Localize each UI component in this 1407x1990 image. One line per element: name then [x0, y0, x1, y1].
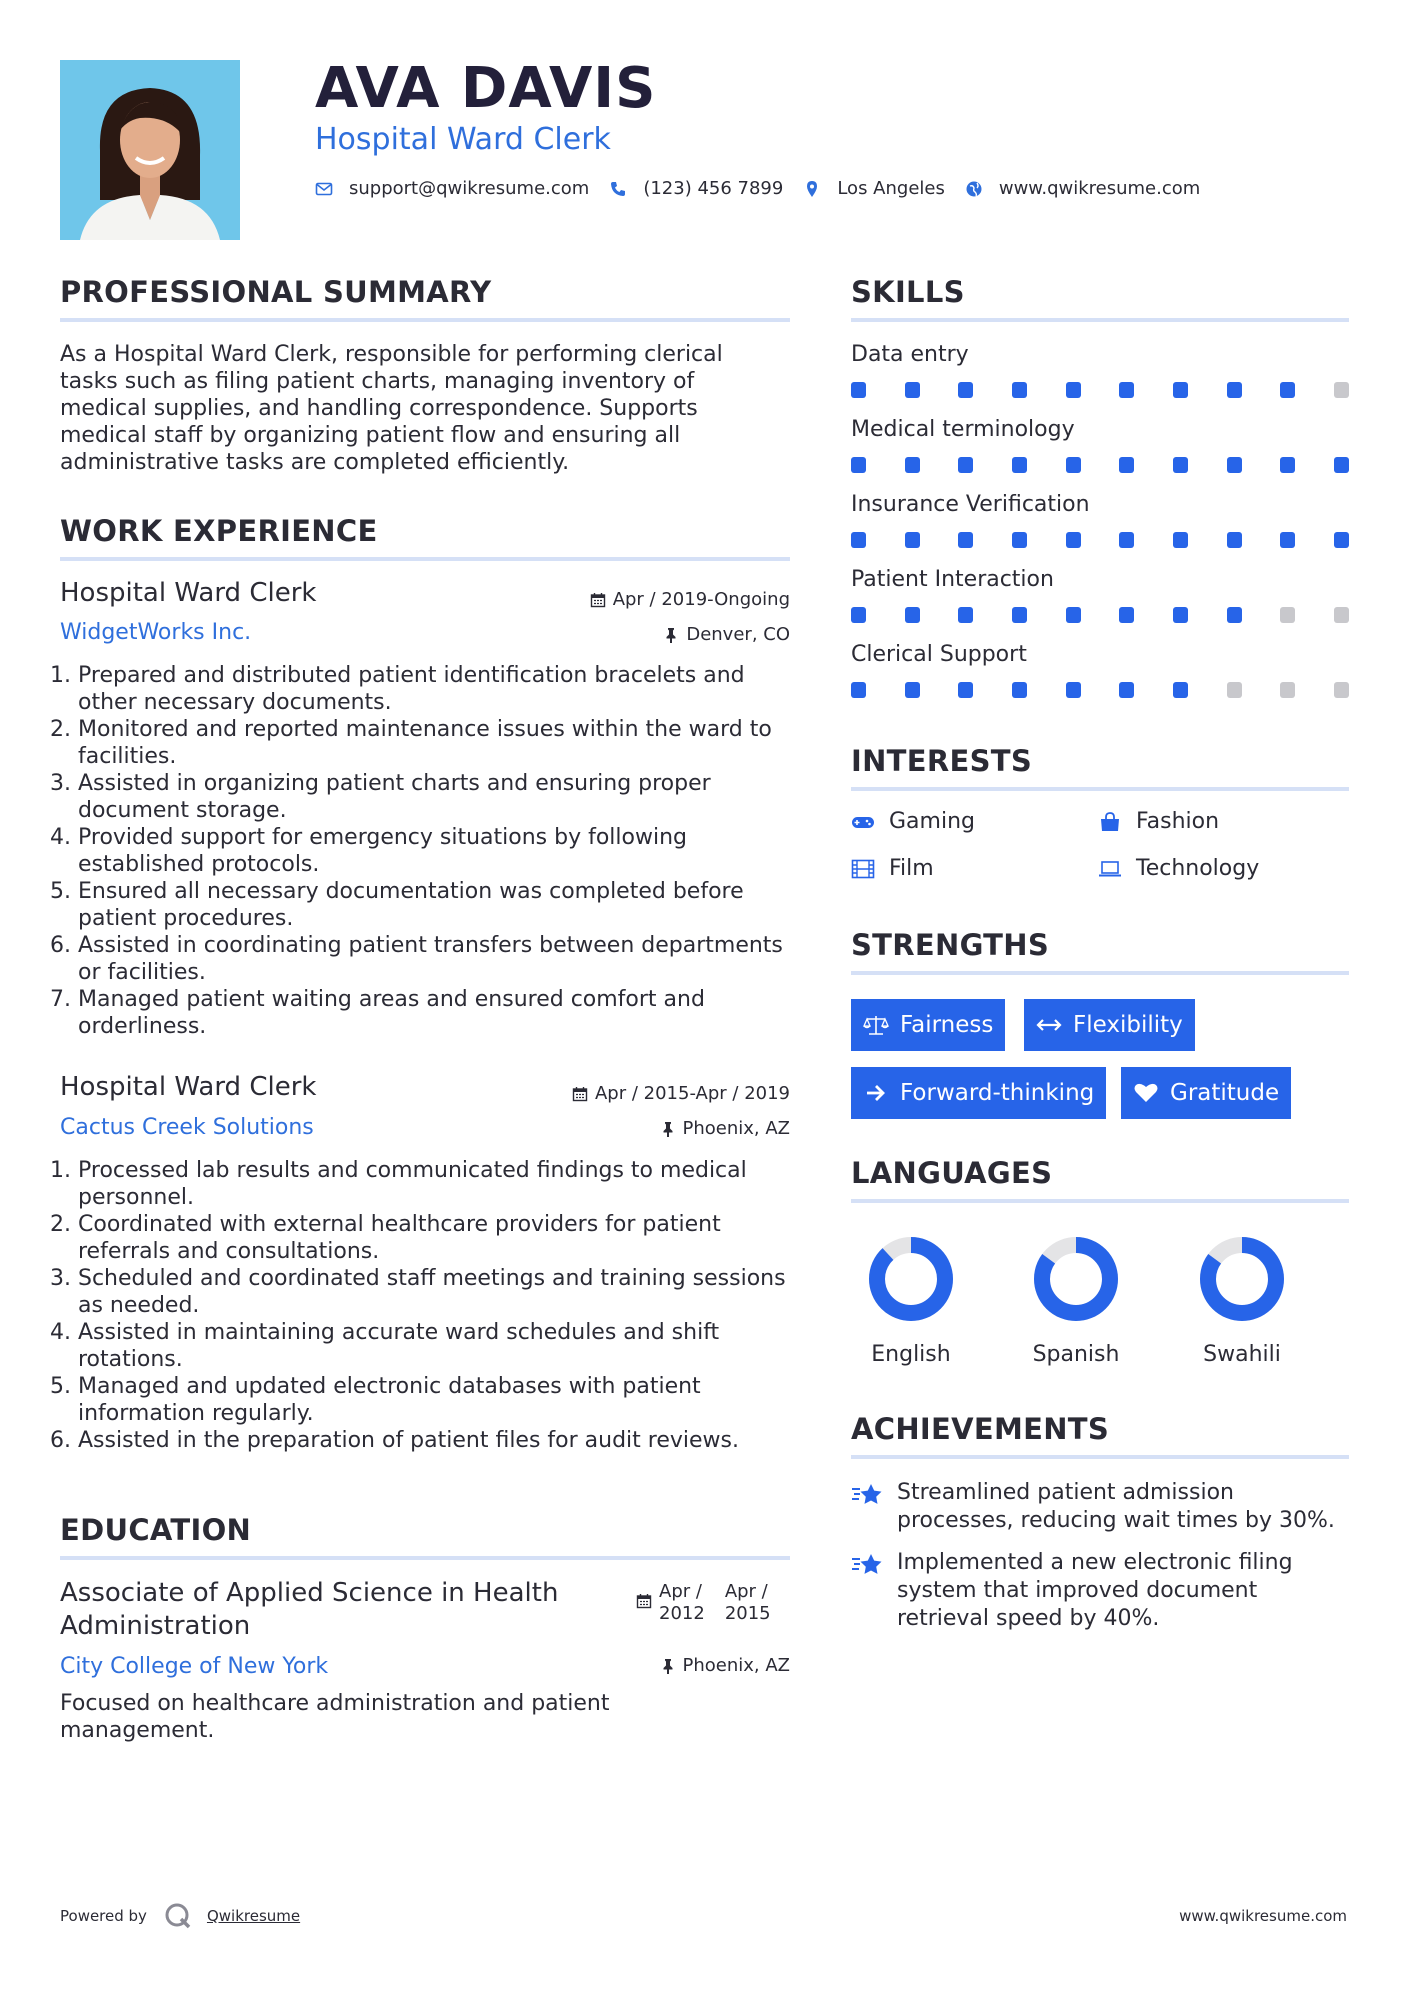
job-responsibilities: [60, 1157, 795, 1454]
list-item: 5. Managed and updated electronic databases with patient information regularly.: [78, 1373, 795, 1427]
laptop-icon: [1098, 859, 1122, 879]
list-item: 6. Assisted in coordinating patient transfers between departments or facilities.: [78, 932, 795, 986]
job-location: [663, 624, 790, 645]
summary-divider: [60, 318, 790, 322]
skill-dot: [1012, 457, 1027, 473]
skill-dot: [905, 682, 920, 698]
skill-name: Medical terminology: [851, 417, 1075, 442]
skill-dot: [1173, 682, 1188, 698]
powered-by-text: Powered by: [60, 1907, 147, 1925]
skill-dot: [1280, 532, 1295, 548]
phone-text: (123) 456 7899: [643, 178, 784, 199]
heart-icon: [1133, 1082, 1159, 1104]
pushpin-icon: [660, 1121, 676, 1137]
experience-divider: [60, 557, 790, 561]
globe-icon: [965, 180, 983, 198]
experience-heading: WORK EXPERIENCE: [60, 514, 378, 548]
skill-dot: [1334, 382, 1349, 398]
skill-dot: [1334, 532, 1349, 548]
skill-rating: [851, 682, 1349, 698]
skill-dot: [1119, 682, 1134, 698]
skill-dot: [1173, 532, 1188, 548]
achievement-item: [851, 1479, 1351, 1535]
list-item: 3. Assisted in organizing patient charts and ensuring proper document storage.: [78, 770, 795, 824]
education-end-year: 2015: [724, 1603, 771, 1624]
pushpin-icon: [663, 627, 679, 643]
qwikresume-logo-icon: [163, 1901, 193, 1931]
candidate-title: Hospital Ward Clerk: [315, 122, 611, 157]
list-item: 2. Coordinated with external healthcare providers for patient referrals and consultations.: [78, 1211, 795, 1265]
phone-icon: [609, 180, 627, 198]
interest-item: [1098, 809, 1219, 834]
skill-dot: [1227, 457, 1242, 473]
film-icon: [851, 859, 875, 879]
education-divider: [60, 1556, 790, 1560]
interests-heading: INTERESTS: [851, 744, 1033, 778]
company-name: WidgetWorks Inc.: [60, 620, 252, 645]
skill-dot: [851, 382, 866, 398]
skill-rating: [851, 457, 1349, 473]
interest-item: [851, 809, 975, 834]
interest-label: Film: [889, 856, 934, 881]
calendar-icon: [590, 592, 606, 608]
language-name: English: [871, 1342, 951, 1367]
education-start-month: Apr /: [659, 1581, 702, 1602]
skill-dot: [1066, 607, 1081, 623]
skill-dot: [1066, 682, 1081, 698]
contact-phone[interactable]: [609, 178, 783, 199]
skill-dot: [905, 382, 920, 398]
strength-label: Fairness: [900, 1012, 994, 1038]
strength-label: Forward-thinking: [900, 1080, 1095, 1106]
skill-dot: [1066, 532, 1081, 548]
skill-dot: [1012, 607, 1027, 623]
skill-dot: [851, 682, 866, 698]
interest-item: [851, 856, 934, 881]
skill-dot: [1280, 682, 1295, 698]
job-title: Hospital Ward Clerk: [60, 1072, 317, 1102]
brand-link[interactable]: Qwikresume: [206, 1907, 301, 1925]
skill-dot: [851, 457, 866, 473]
star-award-icon: [851, 1551, 883, 1581]
job-dates-text: Apr / 2015-Apr / 2019: [594, 1083, 790, 1104]
list-item: 4. Assisted in maintaining accurate ward schedules and shift rotations.: [78, 1319, 795, 1373]
job-dates-text: Apr / 2019-Ongoing: [612, 589, 790, 610]
education-dates: [636, 1581, 771, 1625]
interest-item: [1098, 856, 1259, 881]
contact-email[interactable]: [315, 178, 589, 199]
star-award-icon: [851, 1481, 883, 1511]
footer-powered-by: [60, 1901, 300, 1931]
skill-dot: [1012, 532, 1027, 548]
interest-label: Gaming: [889, 809, 975, 834]
language-item: [1172, 1234, 1312, 1367]
job-location: [660, 1118, 791, 1139]
achievements-heading: ACHIEVEMENTS: [851, 1412, 1110, 1446]
skill-dot: [1227, 607, 1242, 623]
language-ring: [866, 1234, 956, 1324]
list-item: 1. Processed lab results and communicated findings to medical personnel.: [78, 1157, 795, 1211]
languages-divider: [851, 1199, 1349, 1203]
skill-name: Insurance Verification: [851, 492, 1090, 517]
strength-tag: [1121, 1067, 1291, 1119]
skill-dot: [1334, 682, 1349, 698]
language-name: Spanish: [1032, 1342, 1120, 1367]
skill-dot: [1334, 457, 1349, 473]
list-item: 4. Provided support for emergency situations by following established protocols.: [78, 824, 795, 878]
strength-tag: [851, 1067, 1106, 1119]
education-start-year: 2012: [659, 1603, 705, 1624]
job-responsibilities: [60, 662, 795, 1040]
skill-rating: [851, 382, 1349, 398]
education-description: Focused on healthcare administration and patient management.: [60, 1691, 610, 1743]
skill-dot: [1280, 607, 1295, 623]
language-name: Swahili: [1203, 1342, 1281, 1367]
skill-dot: [1280, 382, 1295, 398]
skill-rating: [851, 607, 1349, 623]
skill-name: Data entry: [851, 342, 969, 367]
website-text: www.qwikresume.com: [998, 178, 1201, 199]
job-location-text: Phoenix, AZ: [682, 1118, 790, 1139]
list-item: 3. Scheduled and coordinated staff meetings and training sessions as needed.: [78, 1265, 795, 1319]
profile-photo: [60, 60, 240, 240]
language-item: [841, 1234, 981, 1367]
education-heading: EDUCATION: [60, 1513, 252, 1547]
skill-dot: [958, 532, 973, 548]
summary-heading: PROFESSIONAL SUMMARY: [60, 275, 492, 309]
shopping-bag-icon: [1098, 812, 1122, 832]
skill-dot: [851, 532, 866, 548]
achievement-text: Streamlined patient admission processes, reducing wait times by 30%.: [897, 1480, 1335, 1533]
calendar-icon: [572, 1086, 588, 1102]
strength-label: Flexibility: [1073, 1012, 1183, 1038]
skill-name: Patient Interaction: [851, 567, 1054, 592]
pushpin-icon: [660, 1658, 676, 1674]
achievements-divider: [851, 1455, 1349, 1459]
skill-dot: [958, 382, 973, 398]
skill-dot: [1334, 607, 1349, 623]
contact-bar: [315, 178, 1220, 199]
skill-dot: [1066, 382, 1081, 398]
skill-dot: [1227, 382, 1242, 398]
list-item: 2. Monitored and reported maintenance issues within the ward to facilities.: [78, 716, 795, 770]
job-location-text: Denver, CO: [686, 624, 790, 645]
education-location-text: Phoenix, AZ: [682, 1655, 790, 1676]
skill-name: Clerical Support: [851, 642, 1027, 667]
languages-heading: LANGUAGES: [851, 1156, 1053, 1190]
job-dates: [572, 1083, 790, 1104]
arrow-right-icon: [863, 1082, 889, 1104]
language-ring: [1197, 1234, 1287, 1324]
email-text: support@qwikresume.com: [349, 178, 590, 199]
skill-dot: [1119, 607, 1134, 623]
skill-dot: [1173, 457, 1188, 473]
skill-dot: [1227, 682, 1242, 698]
skills-divider: [851, 318, 1349, 322]
contact-website[interactable]: [965, 178, 1200, 199]
skill-dot: [958, 682, 973, 698]
company-name: Cactus Creek Solutions: [60, 1115, 314, 1140]
list-item: 7. Managed patient waiting areas and ensured comfort and orderliness.: [78, 986, 795, 1040]
strength-label: Gratitude: [1170, 1080, 1280, 1106]
language-level-arc: [877, 1245, 945, 1313]
list-item: 5. Ensured all necessary documentation was completed before patient procedures.: [78, 878, 795, 932]
skill-dot: [1012, 682, 1027, 698]
map-marker-icon: [803, 180, 821, 198]
skill-dot: [905, 607, 920, 623]
job-title: Hospital Ward Clerk: [60, 578, 317, 608]
achievement-text: Implemented a new electronic filing system that improved document retrieval speed by 40%.: [897, 1550, 1293, 1631]
footer-website[interactable]: www.qwikresume.com: [1179, 1907, 1347, 1925]
skill-dot: [1173, 607, 1188, 623]
skill-dot: [1173, 382, 1188, 398]
strength-tag: [1024, 999, 1195, 1051]
avatar: [60, 60, 240, 240]
education-location: [660, 1655, 791, 1676]
strengths-divider: [851, 971, 1349, 975]
skill-dot: [1066, 457, 1081, 473]
school-name: City College of New York: [60, 1654, 329, 1679]
skill-dot: [1119, 532, 1134, 548]
strength-tag: [851, 999, 1005, 1051]
interest-label: Fashion: [1136, 809, 1220, 834]
skill-dot: [1119, 457, 1134, 473]
location-text: Los Angeles: [837, 178, 945, 199]
skill-dot: [1119, 382, 1134, 398]
interest-label: Technology: [1136, 856, 1260, 881]
skill-rating: [851, 532, 1349, 548]
skill-dot: [905, 457, 920, 473]
skill-dot: [1280, 457, 1295, 473]
education-end-month: Apr /: [724, 1581, 768, 1602]
language-ring: [1031, 1234, 1121, 1324]
job-dates: [590, 589, 790, 610]
summary-text: As a Hospital Ward Clerk, responsible for performing clerical tasks such as filing patient charts, managing inventory of medical supplies, and handling correspondence. Supports medical staff by organizing patient flow and ensuring all administrative tasks are completed efficiently.: [60, 342, 723, 475]
skills-heading: SKILLS: [851, 275, 965, 309]
skill-dot: [905, 532, 920, 548]
list-item: 1. Prepared and distributed patient identification bracelets and other necessary documents.: [78, 662, 795, 716]
balance-scale-icon: [863, 1014, 889, 1036]
skill-dot: [1227, 532, 1242, 548]
gamepad-icon: [851, 812, 875, 832]
arrows-horizontal-icon: [1036, 1014, 1062, 1036]
skill-dot: [1012, 382, 1027, 398]
list-item: 6. Assisted in the preparation of patient files for audit reviews.: [78, 1427, 795, 1454]
language-item: [1006, 1234, 1146, 1367]
skill-dot: [958, 457, 973, 473]
degree-title: Associate of Applied Science in Health Administration: [60, 1578, 559, 1641]
skill-dot: [958, 607, 973, 623]
achievement-item: [851, 1549, 1351, 1633]
contact-location: [803, 178, 945, 199]
interests-divider: [851, 787, 1349, 791]
strengths-heading: STRENGTHS: [851, 928, 1050, 962]
calendar-icon: [636, 1593, 652, 1609]
envelope-icon: [315, 180, 333, 198]
skill-dot: [851, 607, 866, 623]
candidate-name: AVA DAVIS: [315, 56, 657, 121]
